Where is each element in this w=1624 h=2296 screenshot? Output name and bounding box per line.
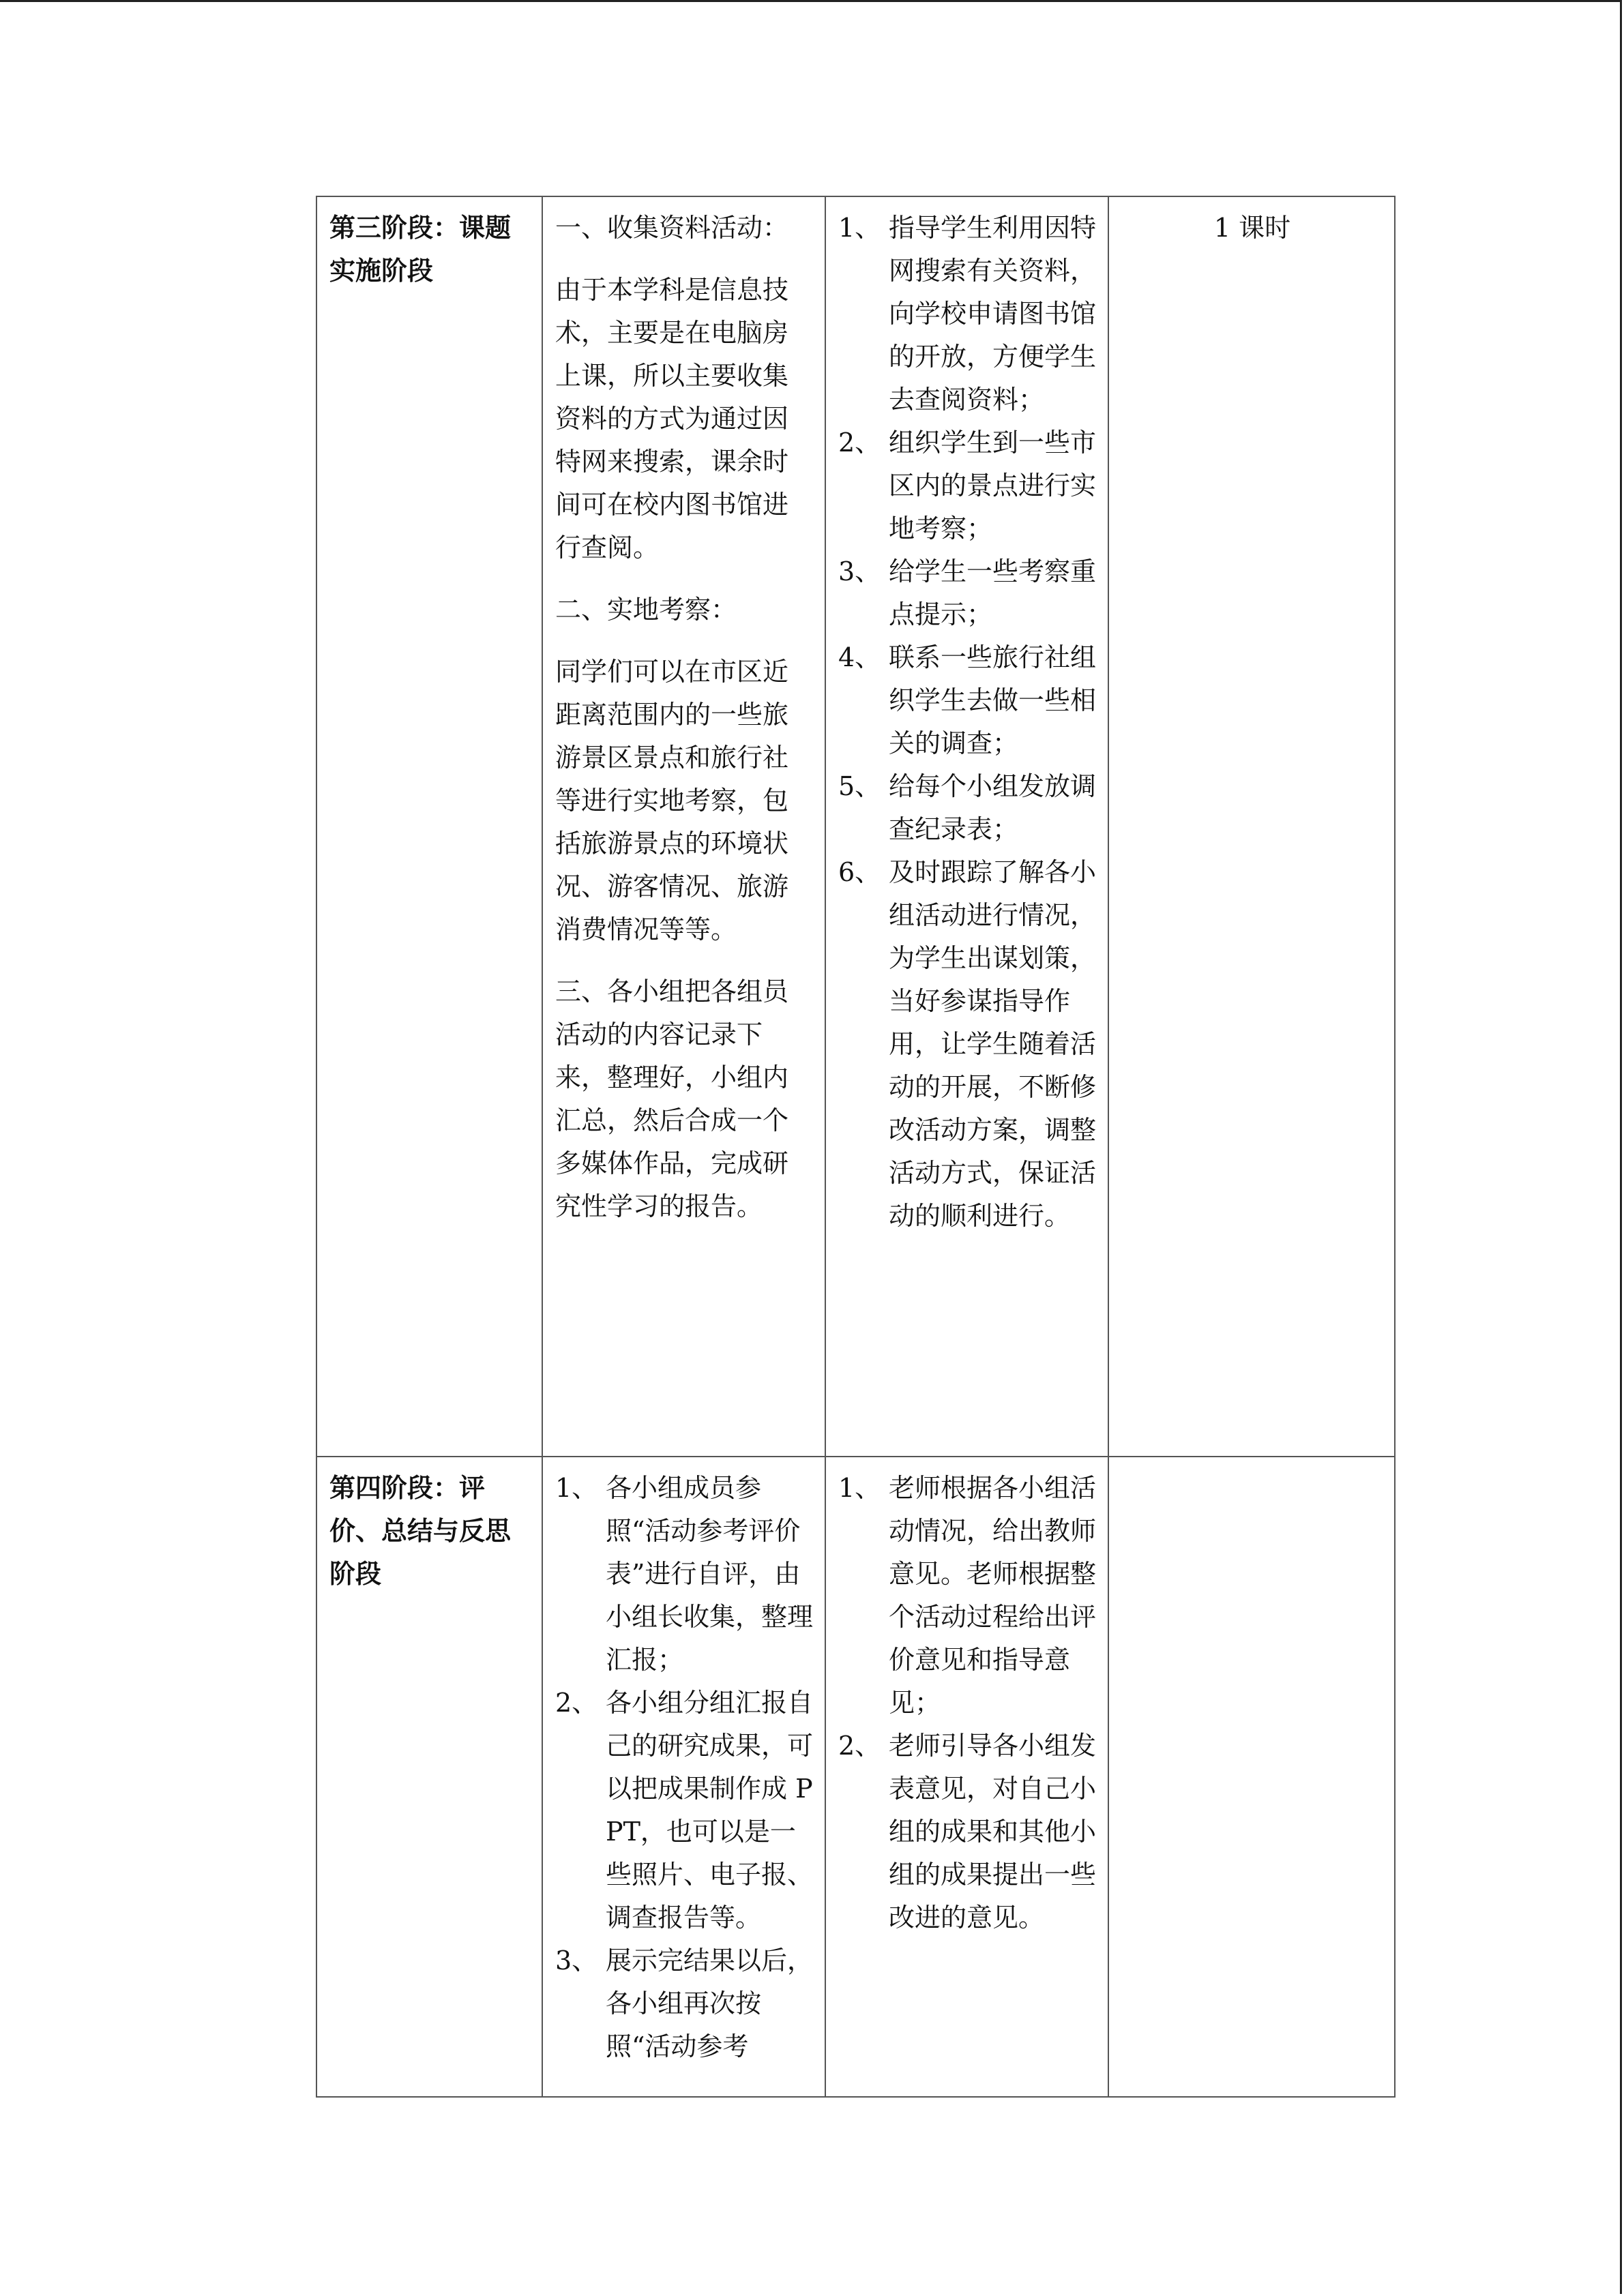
table-row-stage-4	[316, 1457, 1395, 2097]
table-row-stage-3	[316, 196, 1395, 1457]
activity-plan-table	[316, 196, 1396, 2098]
activity-paragraph-2: 同学们可以在市区近距离范围内的一些旅游景区景点和旅行社等进行实地考察，包括旅游景点的环境状况、游客情况、旅游消费情况等等。	[555, 657, 789, 944]
list-item: 2、 各小组分组汇报自己的研究成果，可以把成果制作成 PPT，也可以是一些照片、电子报、调查报告等。	[555, 1688, 814, 1933]
list-item: 1、 老师根据各小组活动情况，给出教师意见。老师根据整个活动过程给出评价意见和指导意见；	[838, 1473, 1097, 1718]
activity-heading-1: 一、收集资料活动：	[555, 213, 789, 243]
stage-cell	[316, 196, 542, 1457]
stage-title: 第四阶段：评价、总结与反思阶段	[329, 1473, 512, 1589]
teacher-guidance-cell	[825, 1457, 1108, 2097]
list-item: 1、 指导学生利用因特网搜索有关资料，向学校申请图书馆的开放，方便学生去查阅资料；	[838, 213, 1097, 415]
student-activity-list	[555, 1467, 814, 2068]
student-activity-cell	[542, 1457, 825, 2097]
stage-title: 第三阶段：课题实施阶段	[329, 213, 512, 286]
list-item: 6、 及时跟踪了解各小组活动进行情况，为学生出谋划策，当好参谋指导作用，让学生随着活动的开展，不断修改活动方案，调整活动方式，保证活动的顺利进行。	[838, 857, 1097, 1231]
activity-heading-2: 二、实地考察：	[555, 595, 737, 625]
list-item: 3、 给学生一些考察重点提示；	[838, 556, 1097, 629]
list-item: 2、 组织学生到一些市区内的景点进行实地考察；	[838, 428, 1097, 543]
time-value: 1 课时	[1213, 213, 1291, 243]
list-item: 2、 老师引导各小组发表意见，对自己小组的成果和其他小组的成果提出一些改进的意见。	[838, 1731, 1097, 1933]
stage-cell	[316, 1457, 542, 2097]
activity-paragraph-1: 由于本学科是信息技术，主要是在电脑房上课，所以主要收集资料的方式为通过因特网来搜索，课余时间可在校内图书馆进行查阅。	[555, 275, 789, 563]
teacher-guidance-cell	[825, 196, 1108, 1457]
time-cell	[1108, 1457, 1395, 2097]
student-activity-cell	[542, 196, 825, 1457]
list-item: 5、 给每个小组发放调查纪录表；	[838, 771, 1097, 844]
teacher-guidance-list	[838, 207, 1097, 1238]
list-item: 4、 联系一些旅行社组织学生去做一些相关的调查；	[838, 642, 1097, 758]
activity-paragraph-3: 三、各小组把各组员活动的内容记录下来，整理好，小组内汇总，然后合成一个多媒体作品，完成研究性学习的报告。	[555, 976, 789, 1221]
time-cell	[1108, 196, 1395, 1457]
list-item: 1、 各小组成员参照“活动参考评价表”进行自评，由小组长收集，整理汇报；	[555, 1473, 814, 1675]
teacher-guidance-list	[838, 1467, 1097, 1939]
list-item: 3、 展示完结果以后，各小组再次按照“活动参考	[555, 1945, 814, 2061]
